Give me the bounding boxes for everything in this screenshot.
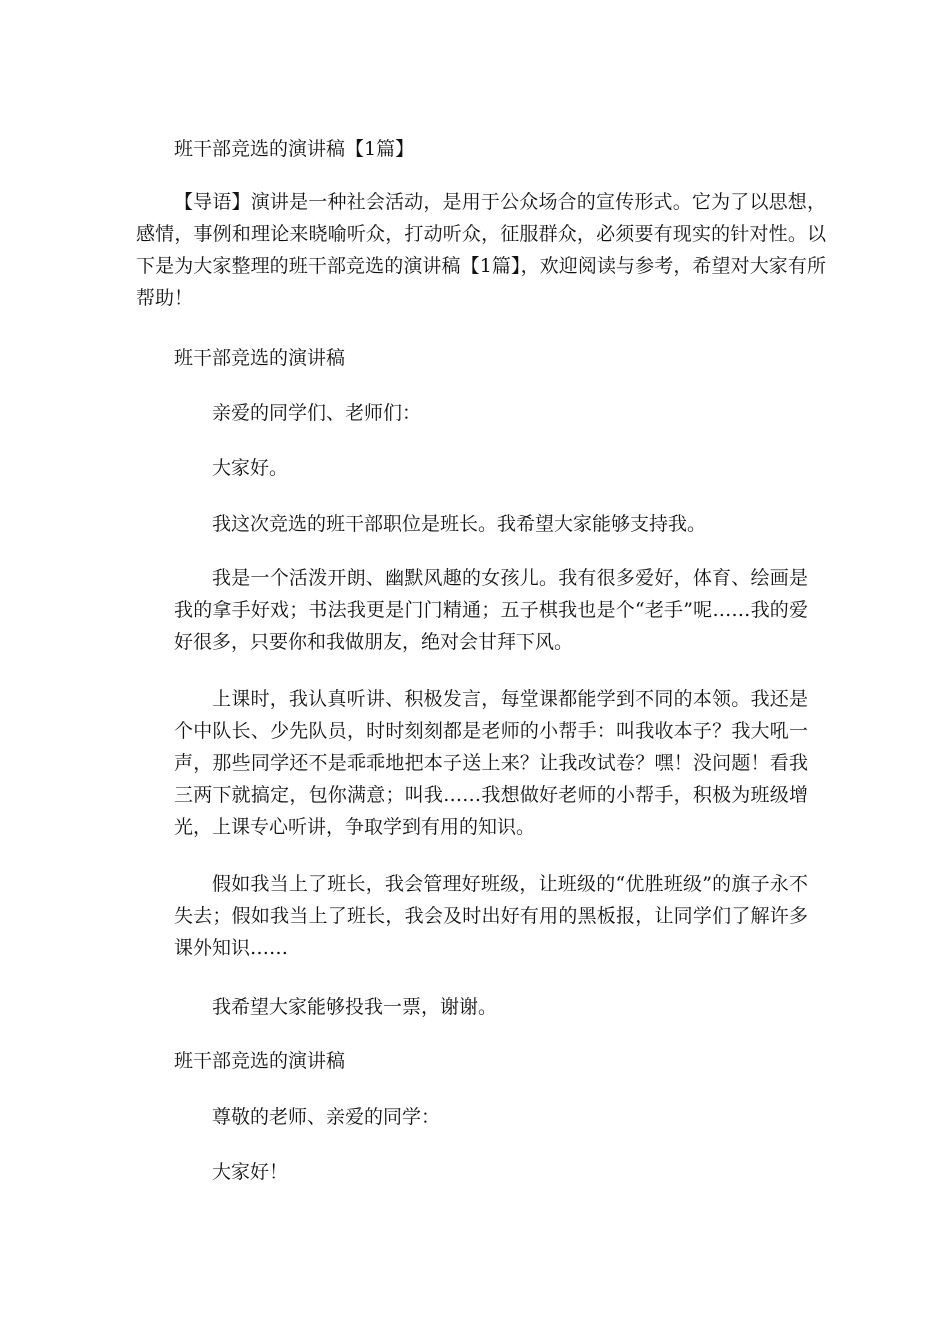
- speech-1-heading: 班干部竞选的演讲稿: [174, 347, 346, 369]
- speech-2-greeting: 大家好！: [212, 1161, 289, 1183]
- speech-2-salutation: 尊敬的老师、亲爱的同学：: [212, 1106, 441, 1128]
- speech-1-salutation: 亲爱的同学们、老师们：: [212, 402, 422, 424]
- document-title: 班干部竞选的演讲稿【1篇】: [174, 138, 415, 160]
- speech-1-paragraph-1: 我这次竞选的班干部职位是班长。我希望大家能够支持我。: [212, 513, 707, 535]
- speech-1-greeting: 大家好。: [212, 457, 289, 479]
- speech-1-paragraph-5: 我希望大家能够投我一票，谢谢。: [212, 996, 498, 1018]
- speech-1-paragraph-3: 上课时，我认真听讲、积极发言，每堂课都能学到不同的本领。我还是个中队长、少先队员，时时刻刻都是老师的小帮手：叫我收本子？我大吼一声，那些同学还不是乖乖地把本子送上来？让我改试卷？嘿！没问题！看我三两下就搞定，包你满意；叫我……我想做好老师的小帮手，积极为班级增光，上课专心听讲，争取学到有用的知识。: [174, 688, 808, 838]
- speech-1-paragraph-2: 我是一个活泼开朗、幽默风趣的女孩儿。我有很多爱好，体育、绘画是我的拿手好戏；书法我更是门门精通；五子棋我也是个“老手”呢……我的爱好很多，只要你和我做朋友，绝对会甘拜下风。: [174, 567, 808, 653]
- speech-2-heading: 班干部竞选的演讲稿: [174, 1050, 346, 1072]
- speech-1-paragraph-4: 假如我当上了班长，我会管理好班级，让班级的“优胜班级”的旗子永不失去；假如我当上了班长，我会及时出好有用的黑板报，让同学们了解许多课外知识……: [174, 873, 808, 959]
- intro-paragraph: 【导语】演讲是一种社会活动，是用于公众场合的宣传形式。它为了以思想，感情，事例和理论来晓喻听众，打动听众，征服群众，必须要有现实的针对性。以下是为大家整理的班干部竞选的演讲稿【1篇】，欢迎阅读与参考，希望对大家有所帮助！: [136, 191, 826, 309]
